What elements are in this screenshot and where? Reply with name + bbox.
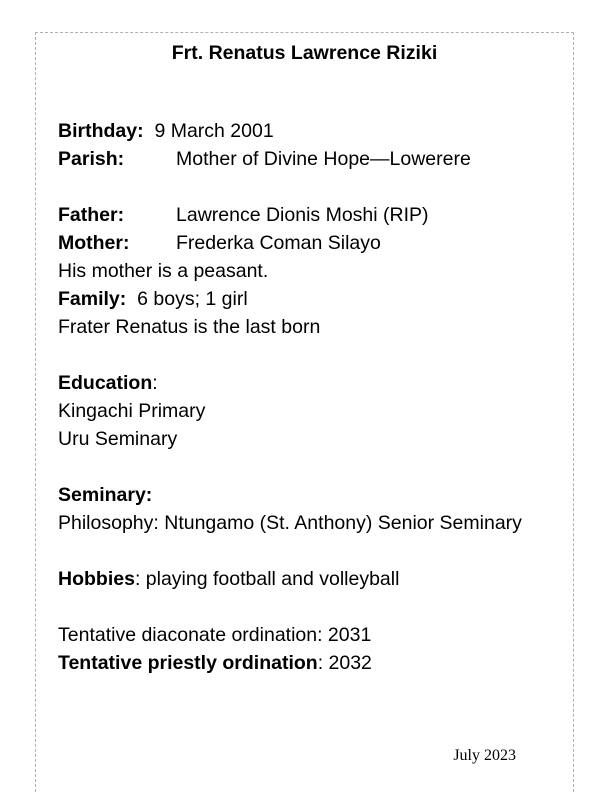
family-label: Family: — [58, 288, 127, 310]
mother-row — [58, 229, 563, 257]
education-item: Kingachi Primary — [58, 400, 206, 422]
diaconate-row: Tentative diaconate ordination: 2031 — [58, 624, 372, 646]
priestly-row — [58, 649, 563, 677]
family-value: 6 boys; 1 girl — [137, 288, 248, 310]
page-title: Frt. Renatus Lawrence Riziki — [171, 42, 438, 64]
education-item: Uru Seminary — [58, 428, 178, 450]
document-date: July 2023 — [453, 747, 516, 764]
profile-body — [58, 117, 563, 677]
priestly-value: : 2032 — [317, 652, 372, 674]
birthday-row — [58, 117, 563, 145]
mother-value: Frederka Coman Silayo — [176, 232, 381, 254]
parish-label: Parish: — [58, 148, 125, 170]
education-label: Education — [58, 372, 153, 394]
birthday-label: Birthday: — [58, 120, 144, 142]
seminary-text: Philosophy: Ntungamo (St. Anthony) Senior Seminary — [58, 512, 522, 534]
father-value: Lawrence Dionis Moshi (RIP) — [176, 204, 429, 226]
mother-label: Mother: — [58, 232, 130, 254]
father-label: Father: — [58, 204, 125, 226]
profile-page — [35, 32, 574, 792]
priestly-label: Tentative priestly ordination — [58, 652, 318, 674]
family-note: Frater Renatus is the last born — [58, 316, 321, 338]
father-row — [58, 201, 563, 229]
parish-value: Mother of Divine Hope—Lowerere — [176, 148, 471, 170]
parish-row — [58, 145, 563, 173]
education-heading — [58, 369, 563, 397]
education-colon: : — [152, 372, 158, 394]
seminary-label: Seminary: — [58, 484, 153, 506]
family-row — [58, 285, 563, 313]
hobbies-label: Hobbies — [58, 568, 135, 590]
hobbies-value: : playing football and volleyball — [134, 568, 400, 590]
hobbies-row — [58, 565, 563, 593]
birthday-value: 9 March 2001 — [154, 120, 274, 142]
mother-note: His mother is a peasant. — [58, 260, 269, 282]
